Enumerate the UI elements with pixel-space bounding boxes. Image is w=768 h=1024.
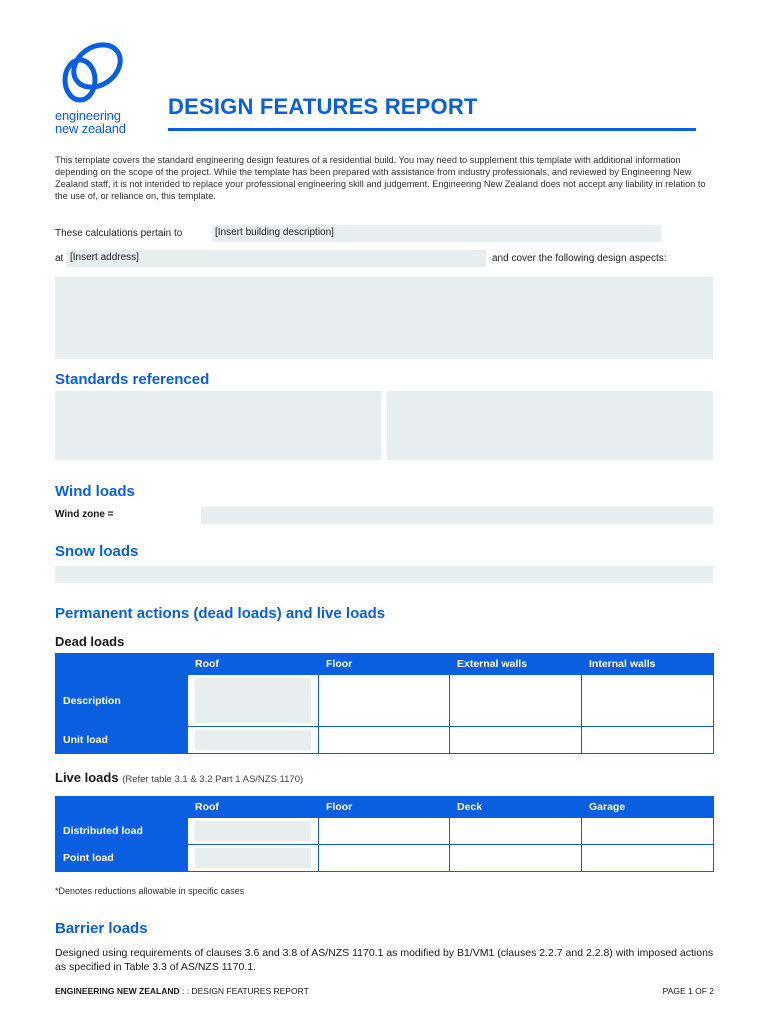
- snow-loads-field[interactable]: [55, 566, 713, 583]
- live-loads-heading: [55, 770, 303, 785]
- dead-description-roof-field[interactable]: [195, 678, 311, 723]
- building-description-field[interactable]: [Insert building description]: [212, 225, 661, 242]
- dead-loads-corner: [56, 654, 188, 675]
- standards-field-right[interactable]: [387, 391, 713, 460]
- logo-line1: engineering: [55, 108, 121, 123]
- dead-loads-heading: Dead loads: [55, 634, 125, 649]
- wind-zone-label: Wind zone =: [55, 509, 114, 520]
- live-loads-corner: [56, 797, 188, 818]
- footer-org: ENGINEERING NEW ZEALAND: [55, 986, 180, 996]
- live-col-deck: Deck: [450, 797, 582, 818]
- live-col-roof: Roof: [188, 797, 319, 818]
- live-distributed-roof-field[interactable]: [195, 821, 311, 841]
- intro-paragraph: This template covers the standard engineering design features of a residential build. You may need to supplement this template with additional information depending on the scope of the project. While the template has been prepared with assistance from industry professionals, and reviewed by Engineering New Zealand staff, it is not intended to replace your professional engineering skill and judgement. Engineering New Zealand does not accept any liability in relation to the use of, or reliance on, this template.: [55, 155, 706, 201]
- engineering-new-zealand-logo: [55, 42, 145, 137]
- live-point-roof-field[interactable]: [195, 848, 311, 868]
- live-row-point: Point load: [56, 845, 188, 872]
- page-title: DESIGN FEATURES REPORT: [168, 94, 478, 119]
- wind-heading: Wind loads: [55, 483, 135, 500]
- permanent-actions-heading: Permanent actions (dead loads) and live loads: [55, 605, 386, 622]
- dead-row-description: Description: [56, 675, 188, 727]
- logo-line2: new zealand: [55, 121, 126, 136]
- design-aspects-field[interactable]: [55, 277, 713, 359]
- footer-separator: : :: [179, 986, 192, 996]
- title-rule: [168, 128, 696, 131]
- cover-label: and cover the following design aspects:: [492, 253, 667, 264]
- live-row-distributed: Distributed load: [56, 818, 188, 845]
- table-row: [56, 727, 714, 754]
- page-number: PAGE 1 OF 2: [662, 986, 714, 996]
- dead-loads-table: [55, 653, 714, 754]
- dead-unit-roof-field[interactable]: [195, 730, 311, 750]
- live-loads-note: (Refer table 3.1 & 3.2 Part 1 AS/NZS 1170): [122, 774, 304, 785]
- live-loads-table: [55, 796, 714, 872]
- dead-col-external-walls: External walls: [450, 654, 582, 675]
- dead-col-floor: Floor: [319, 654, 450, 675]
- pertain-label: These calculations pertain to: [55, 228, 183, 239]
- barrier-text: Designed using requirements of clauses 3.6 and 3.8 of AS/NZS 1170.1 as modified by B1/VM1 (clauses 2.2.7 and 2.2.8) with imposed actions as specified in Table 3.3 of AS/NZS 1170.1.: [55, 947, 714, 973]
- dead-col-internal-walls: Internal walls: [582, 654, 714, 675]
- standards-heading: Standards referenced: [55, 371, 210, 388]
- footer-doc: DESIGN FEATURES REPORT: [191, 986, 309, 996]
- table-row: [56, 818, 714, 845]
- table-row: [56, 845, 714, 872]
- address-field[interactable]: [Insert address]: [67, 250, 486, 267]
- standards-field-left[interactable]: [55, 391, 381, 460]
- snow-heading: Snow loads: [55, 543, 139, 560]
- live-loads-title: Live loads: [55, 770, 119, 785]
- wind-zone-field[interactable]: [201, 507, 713, 524]
- live-col-floor: Floor: [319, 797, 450, 818]
- dead-col-roof: Roof: [188, 654, 319, 675]
- logo-mark-icon: [57, 42, 127, 108]
- at-label: at: [55, 253, 64, 264]
- live-col-garage: Garage: [582, 797, 714, 818]
- footnote: *Denotes reductions allowable in specific cases: [55, 886, 245, 896]
- footer-left: [55, 986, 309, 996]
- table-row: [56, 675, 714, 727]
- dead-row-unit-load: Unit load: [56, 727, 188, 754]
- barrier-heading: Barrier loads: [55, 920, 148, 937]
